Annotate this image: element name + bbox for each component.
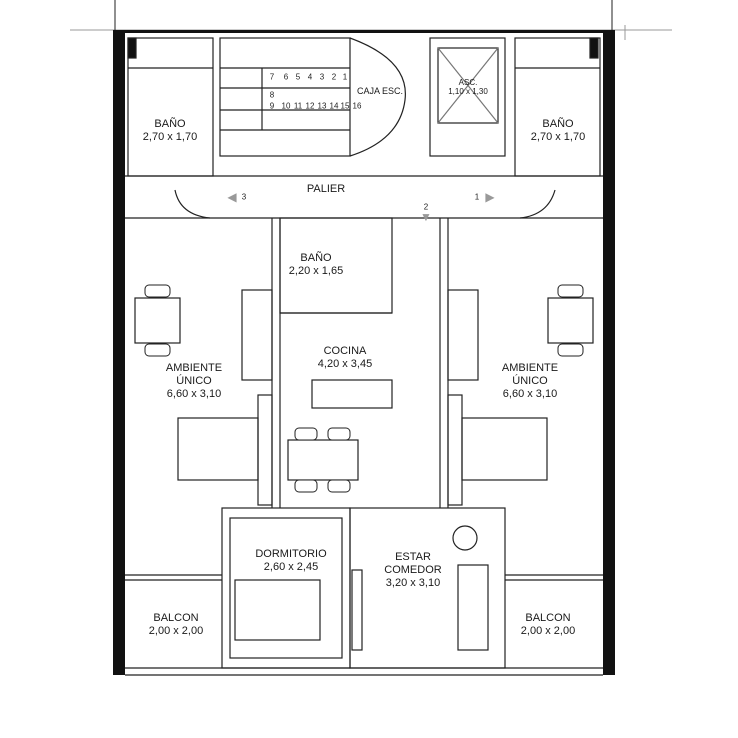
cocina-dims: 4,20 x 3,45 [317,358,373,370]
ambiente-left-name1: AMBIENTE [165,362,223,374]
ambiente-right-name2: ÚNICO [512,375,548,387]
stair-step-number: 2 [331,72,337,82]
wardrobe [352,570,362,650]
bathroom-right-outline [515,38,600,176]
right-table [548,298,593,343]
staircase-box [220,38,350,156]
cocina-label [318,345,372,371]
left-bed [178,418,258,480]
elevator-box [430,38,505,156]
ambiente-left-name2: ÚNICO [176,375,212,387]
ambiente-right-label [502,362,558,401]
bano-left-label [143,118,197,144]
stair-step-number: 12 [305,101,315,111]
bano-right-dims: 2,70 x 1,70 [530,131,586,143]
bano-center-name: BAÑO [300,252,332,264]
cocina-name: COCINA [323,345,367,357]
estar-name1: ESTAR [395,551,431,563]
balcon-right-name: BALCON [525,612,571,624]
dormitorio-label [255,548,326,574]
right-kitchenette [448,290,478,380]
balcon-left-dims: 2,00 x 2,00 [148,625,204,637]
stair-step-number: 11 [293,101,303,111]
bano-center-label [289,252,343,278]
stair-step-number: 10 [281,101,291,111]
ambiente-left-label [166,362,222,401]
marker-arrow-right: ▶ [485,190,495,204]
balcon-left-label [149,612,203,638]
unit-marker-3: 3 [241,192,247,202]
stair-step-number: 4 [307,72,313,82]
ambiente-right-name1: AMBIENTE [501,362,559,374]
dormitorio-dims: 2,60 x 2,45 [263,561,319,573]
right-bed [462,418,547,480]
stair-step-number: 13 [317,101,327,111]
balcon-right-dims: 2,00 x 2,00 [520,625,576,637]
estar-dims: 3,20 x 3,10 [385,577,441,589]
asc-dims: 1,10 x 1,30 [448,87,488,96]
estar-name2: COMEDOR [384,564,442,576]
bano-right-name: BAÑO [542,118,574,130]
asc-name: ASC. [458,78,478,87]
left-kitchenette [242,290,272,380]
stair-step-number: 1 [342,72,348,82]
dining-table [288,440,358,480]
unit-marker-2: 2 [423,202,429,212]
ambiente-right-dims: 6,60 x 3,10 [502,388,558,400]
dormitorio-bed [235,580,320,640]
bano-left-dims: 2,70 x 1,70 [142,131,198,143]
estar-label [384,551,441,590]
palier-name: PALIER [306,183,346,195]
caja-esc-label [357,85,403,98]
balcon-left-name: BALCON [153,612,199,624]
unit-marker-1: 1 [474,192,480,202]
stair-step-number: 6 [283,72,289,82]
stair-step-number: 7 [269,72,275,82]
marker-arrow-down: ▼ [420,210,432,224]
ambiente-left-dims: 6,60 x 3,10 [166,388,222,400]
stair-step-number: 14 [329,101,339,111]
round-table [453,526,477,550]
stair-step-number: 9 [269,101,275,111]
stair-step-number: 8 [269,90,275,100]
bano-right-label [531,118,585,144]
stair-step-number: 3 [319,72,325,82]
marker-arrow-left: ◀ [227,190,237,204]
balcon-right-label [521,612,575,638]
stair-step-number: 15 [340,101,350,111]
dormitorio-outline [222,508,350,668]
stair-step-number: 5 [295,72,301,82]
bathroom-left-outline [128,38,213,176]
stair-step-number: 16 [352,101,362,111]
asc-label [448,78,488,96]
sofa [458,565,488,650]
palier-label [307,183,345,196]
bano-center-dims: 2,20 x 1,65 [288,265,344,277]
left-table [135,298,180,343]
bano-left-name: BAÑO [154,118,186,130]
kitchen-counter [312,380,392,408]
caja-esc-name: CAJA ESC. [356,86,404,96]
dormitorio-name: DORMITORIO [255,548,327,560]
